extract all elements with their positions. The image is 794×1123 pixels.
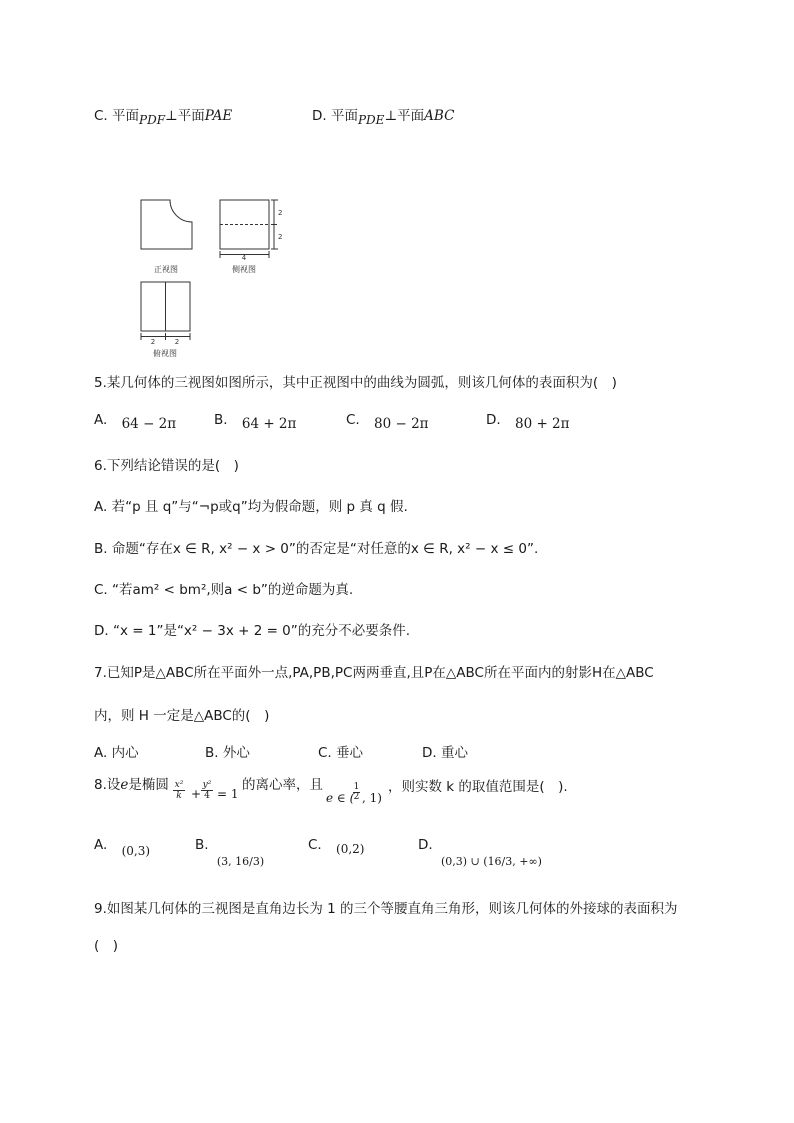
q4-option-c: C. 平面PDF⊥平面PAE	[94, 108, 233, 127]
side-view-label: 侧视图	[232, 265, 256, 274]
q6-option-d: D. “x = 1”是“x² − 3x + 2 = 0”的充分不必要条件.	[94, 623, 411, 639]
top-dim-right: 2	[174, 338, 180, 346]
q9-stem-line1: 9.如图某几何体的三视图是直角边长为 1 的三个等腰直角三角形，则该几何体的外接球的表面积为	[94, 901, 678, 917]
q8-frac-x: x² k	[174, 780, 184, 801]
q8-suffix: ，则实数 k 的取值范围是( ).	[388, 779, 568, 795]
q8-e-in-end: , 1)	[362, 791, 382, 805]
q8-e-in: e ∈ (	[326, 791, 355, 805]
q5-stem: 5.某几何体的三视图如图所示，其中正视图中的曲线为圆弧，则该几何体的表面积为( )	[94, 375, 617, 391]
top-view-label: 俯视图	[153, 349, 177, 358]
q6-stem: 6.下列结论错误的是( )	[94, 458, 239, 474]
q7-stem-line2: 内，则 H 一定是△ABC的( )	[94, 708, 270, 724]
q5-option-c: C. 80 − 2π	[346, 412, 429, 432]
q8-option-b: B. $_{(3, 16/3)}$	[195, 837, 265, 868]
q9-stem-line2: ( )	[94, 938, 119, 954]
q5-option-b: B. 64 + 2π	[214, 412, 297, 432]
q4-option-d: D. 平面PDE⊥平面ABC	[312, 108, 455, 127]
top-dim-left: 2	[150, 338, 156, 346]
q8-eq-one: = 1	[217, 787, 239, 801]
side-dim-top: 2	[278, 209, 283, 217]
q8-mid: 的离心率，且	[242, 777, 323, 793]
top-view	[141, 282, 190, 340]
q8-option-d: D. $_{(0,3) \cup (16/3, +\infty)}$	[418, 837, 542, 868]
side-dim-width: 4	[241, 254, 247, 262]
q8-frac-half: 1 2	[353, 782, 360, 802]
side-view	[220, 200, 278, 258]
q7-stem-line1: 7.已知P是△ABC所在平面外一点,PA,PB,PC两两垂直,且P在△ABC所在平面内的射影H在△ABC	[94, 665, 654, 681]
side-dim-bottom: 2	[278, 233, 283, 241]
q7-option-a: A. 内心	[94, 745, 139, 761]
q5-option-d: D. 80 + 2π	[486, 412, 570, 432]
q7-option-c: C. 垂心	[318, 745, 364, 761]
q8-plus: +	[191, 787, 202, 801]
q5-option-a: A. 64 − 2π	[94, 412, 177, 432]
q8-option-a: A. (0,3)	[94, 837, 151, 858]
q8-stem: 8.设e是椭圆	[94, 777, 169, 793]
q7-option-d: D. 重心	[422, 745, 468, 761]
q6-option-c: C. “若am² < bm²,则a < b”的逆命题为真.	[94, 582, 354, 598]
front-view-label: 正视图	[154, 265, 178, 274]
three-view-figure	[130, 192, 300, 364]
q6-option-a: A. 若“p 且 q”与“¬p或q”均为假命题，则 p 真 q 假.	[94, 499, 408, 515]
q8-option-c: C. (0,2)	[308, 837, 365, 856]
front-view	[141, 200, 192, 249]
q6-option-b: B. 命题“存在x ∈ R, x² − x > 0”的否定是“对任意的x ∈ R, x² − x ≤ 0”.	[94, 541, 539, 557]
q8-frac-y: y² 4	[202, 780, 212, 801]
q7-option-b: B. 外心	[205, 745, 250, 761]
